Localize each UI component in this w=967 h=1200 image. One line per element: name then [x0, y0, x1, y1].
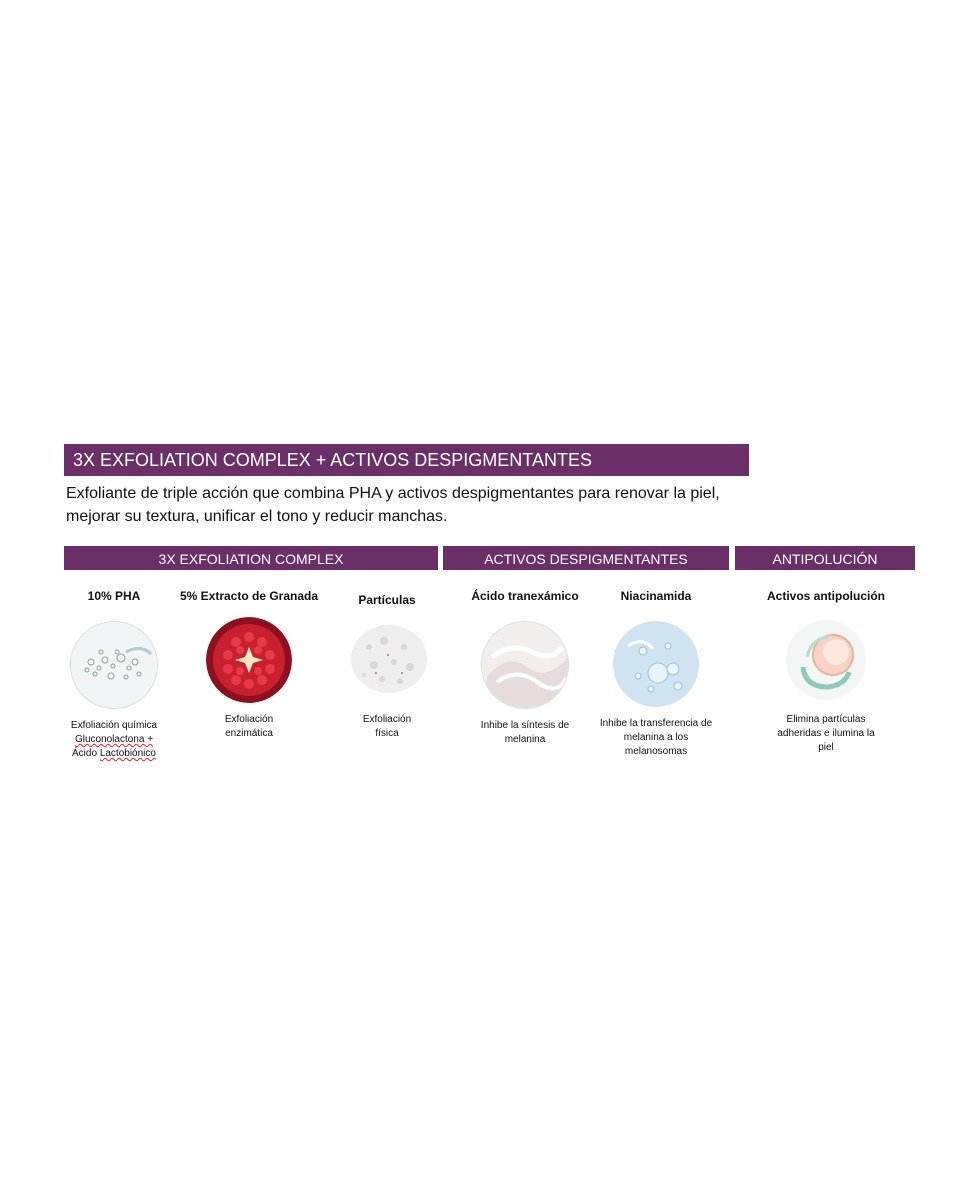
ingredient-description: Exfoliación física: [362, 714, 412, 739]
ingredient-acido-tranexamico: [450, 589, 600, 747]
section-despigmentantes-banner: [443, 546, 729, 570]
cream-swirl-icon: [481, 621, 569, 709]
ingredient-title: Activos antipolución: [766, 589, 885, 603]
ingredient-description: Exfoliación enzimática: [224, 714, 274, 739]
ingredient-granada: [174, 589, 324, 741]
ingredient-title: Ácido tranexámico: [471, 589, 579, 603]
ingredient-antipolucion: [751, 589, 901, 755]
ingredient-title: 5% Extracto de Granada: [179, 589, 319, 603]
intro-text: [66, 482, 766, 528]
intro-line-1: Exfoliante de triple acción que combina PHA y activos despigmentantes para renovar la piel,: [66, 485, 720, 502]
ingredient-pha: [39, 589, 189, 761]
pomegranate-icon: [206, 617, 292, 703]
bubbles-gel-icon: [70, 621, 158, 709]
ingredient-title: 10% PHA: [87, 589, 141, 603]
oil-drop-icon: [783, 617, 869, 703]
ingredient-niacinamida: [581, 589, 731, 759]
ingredient-title: Niacinamida: [620, 589, 692, 603]
main-title-banner: [64, 444, 749, 476]
serum-bubbles-icon: [613, 621, 699, 707]
section-antipolucion-title: ANTIPOLUCIÓN: [772, 551, 878, 567]
main-title: 3X EXFOLIATION COMPLEX + ACTIVOS DESPIGMENTANTES: [73, 450, 592, 470]
section-despigmentantes-title: ACTIVOS DESPIGMENTANTES: [484, 551, 688, 567]
section-exfoliation-banner: [64, 546, 438, 570]
section-antipolucion-banner: [735, 546, 915, 570]
ingredient-description: Inhibe la transferencia de melanina a los melanosomas: [599, 718, 713, 757]
intro-line-2: mejorar su textura, unificar el tono y reducir manchas.: [66, 508, 448, 525]
particles-icon: [344, 617, 430, 703]
section-exfoliation-title: 3X EXFOLIATION COMPLEX: [158, 551, 344, 567]
ingredient-description: Inhibe la síntesis de melanina: [480, 720, 570, 745]
ingredient-description: Elimina partículas adheridas e ilumina la piel: [777, 714, 875, 753]
ingredient-description: Exfoliación química Gluconolactona + Ácido Lactobiónico: [70, 720, 158, 759]
ingredient-particulas: [312, 593, 462, 741]
ingredient-title: Partículas: [358, 593, 416, 607]
